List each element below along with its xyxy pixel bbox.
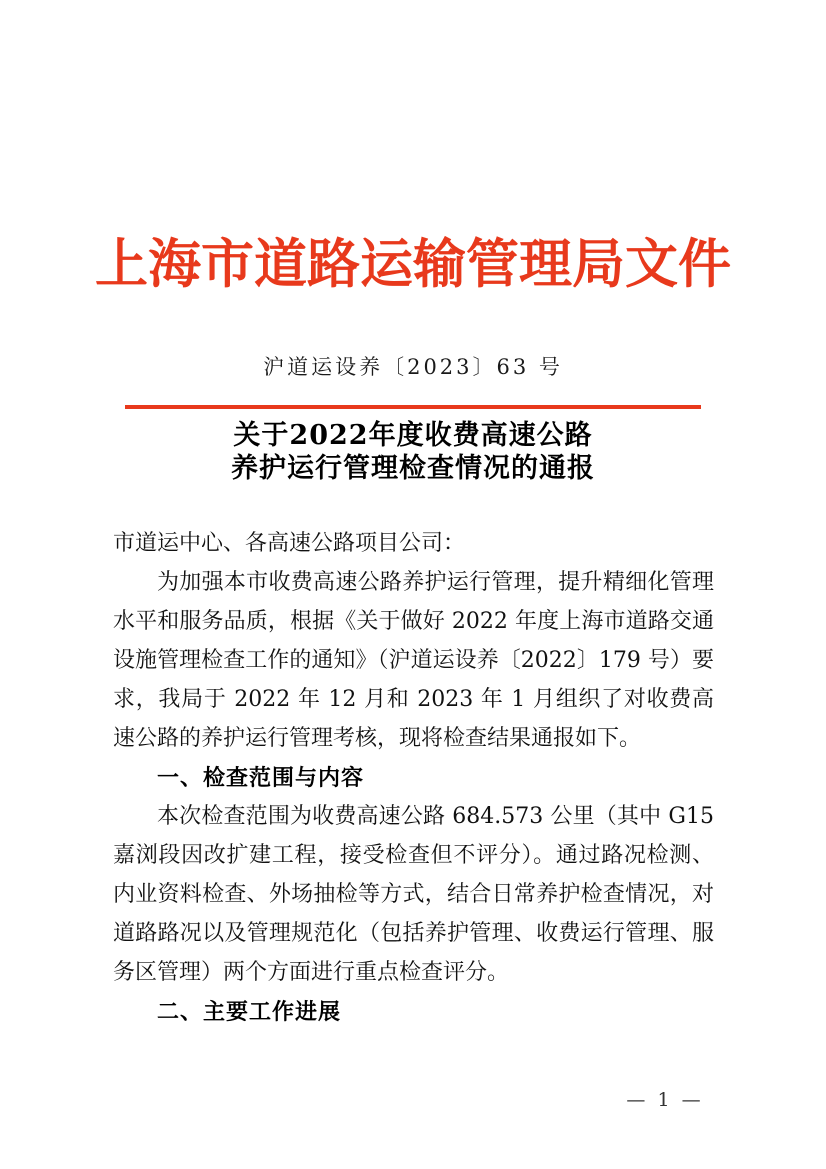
document-body bbox=[113, 524, 714, 1031]
document-title bbox=[0, 419, 826, 485]
paragraph-2: 本次检查范围为收费高速公路 684.573 公里（其中 G15 嘉浏段因改扩建工程，接受检查但不评分）。通过路况检测、内业资料检查、外场抽检等方式，结合日常养护检查情况，对道路路况以及管理规范化（包括养护管理、收费运行管理、服务区管理）两个方面进行重点检查评分。 bbox=[113, 804, 714, 985]
red-separator-line bbox=[125, 405, 701, 409]
page-number: — 1 — bbox=[626, 1089, 704, 1111]
document-title-line2: 养护运行管理检查情况的通报 bbox=[231, 453, 595, 484]
agency-letterhead-title: 上海市道路运输管理局文件 bbox=[95, 233, 731, 295]
salutation: 市道运中心、各高速公路项目公司： bbox=[113, 531, 466, 556]
section-heading-1: 一、检查范围与内容 bbox=[157, 765, 365, 790]
section-heading-2: 二、主要工作进展 bbox=[157, 999, 342, 1024]
paragraph-1: 为加强本市收费高速公路养护运行管理，提升精细化管理水平和服务品质，根据《关于做好 2022 年度上海市道路交通设施管理检查工作的通知》（沪道运设养〔2022〕179 号）要求，我局于 2022 年 12 月和 2023 年 1 月组织了对收费高速公路的养护运行管理考核，现将检查结果通报如下。 bbox=[113, 570, 714, 751]
document-title-line1: 关于2022年度收费高速公路 bbox=[233, 420, 593, 451]
document-number: 沪道运设养〔2023〕63 号 bbox=[263, 355, 563, 379]
